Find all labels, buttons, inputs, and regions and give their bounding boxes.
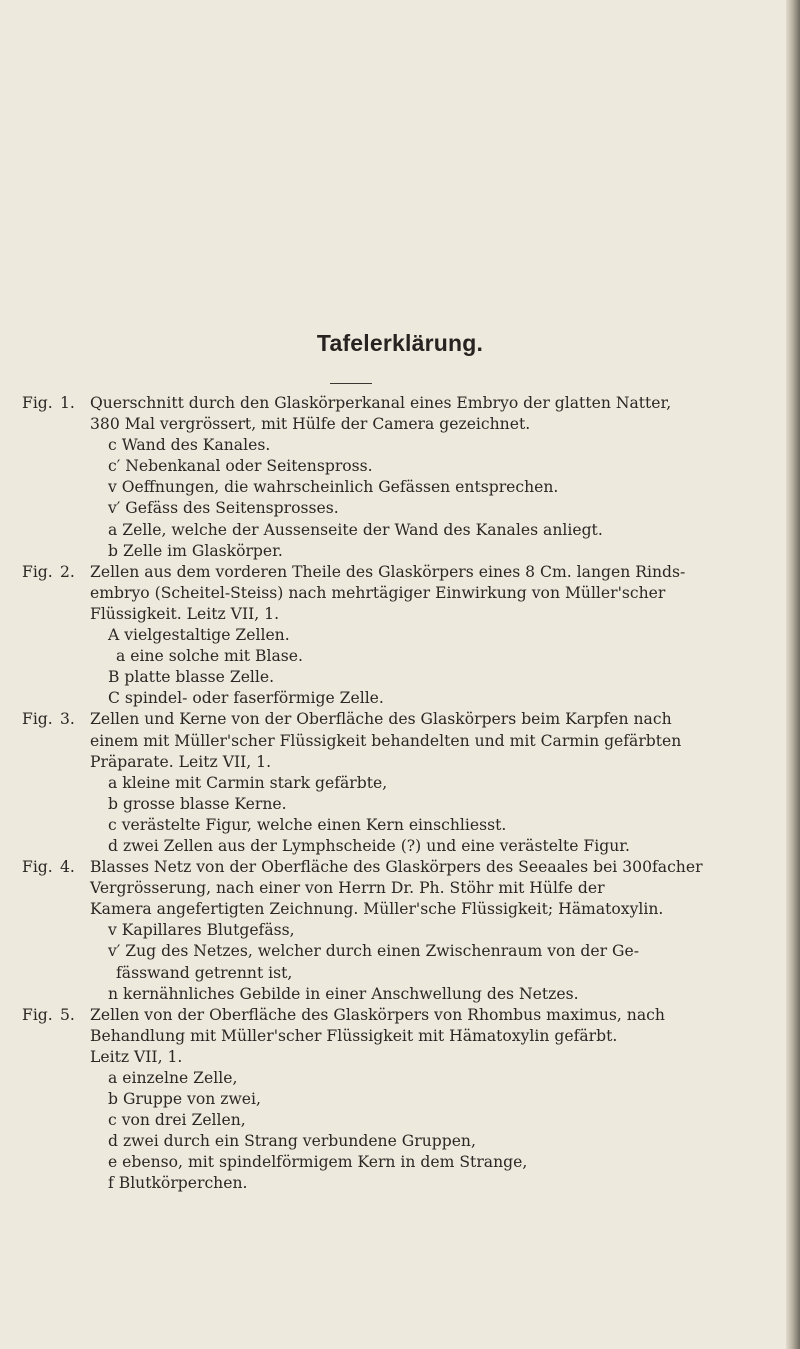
text-line: Leitz VII, 1. bbox=[90, 1047, 183, 1066]
legend-item: c Wand des Kanales. bbox=[108, 436, 271, 455]
legend-item: f Blutkörperchen. bbox=[108, 1174, 248, 1193]
figure-2-entry bbox=[22, 562, 782, 710]
figure-label: Fig. bbox=[22, 394, 53, 412]
page-edge-shadow bbox=[786, 0, 800, 1349]
legend-item: a Zelle, welche der Aussenseite der Wand des Kanales anliegt. bbox=[108, 520, 603, 539]
text-line: Flüssigkeit. Leitz VII, 1. bbox=[90, 604, 280, 623]
text-line: Präparate. Leitz VII, 1. bbox=[90, 752, 272, 771]
figure-number: 4. bbox=[60, 858, 75, 877]
text-line: embryo (Scheitel-Steiss) nach mehrtägiger Einwirkung von Müller'scher bbox=[90, 583, 666, 602]
figure-label: Fig. bbox=[22, 1005, 53, 1024]
legend-item: b grosse blasse Kerne. bbox=[108, 794, 287, 813]
figure-description bbox=[90, 709, 782, 857]
figure-number: 1. bbox=[60, 394, 75, 412]
text-line: Vergrösserung, nach einer von Herrn Dr. Ph. Stöhr mit Hülfe der bbox=[90, 879, 605, 898]
legend-item: d zwei durch ein Strang verbundene Gruppen, bbox=[108, 1132, 476, 1151]
text-line: Zellen und Kerne von der Oberfläche des Glaskörpers beim Karpfen nach bbox=[90, 710, 672, 729]
figure-description bbox=[90, 1005, 782, 1195]
legend-item: A vielgestaltige Zellen. bbox=[108, 626, 290, 645]
figure-4-entry bbox=[22, 857, 782, 1005]
text-line: Kamera angefertigten Zeichnung. Müller'sche Flüssigkeit; Hämatoxylin. bbox=[90, 900, 664, 919]
legend-item: a einzelne Zelle, bbox=[108, 1069, 238, 1087]
title-rule bbox=[330, 383, 372, 384]
legend-item: c′ Nebenkanal oder Seitenspross. bbox=[108, 457, 373, 476]
legend-item: v′ Gefäss des Seitensprosses. bbox=[108, 499, 339, 518]
page-title: Tafelerklärung. bbox=[316, 330, 484, 356]
figure-1-entry bbox=[22, 393, 782, 562]
figure-label: Fig. bbox=[22, 858, 53, 877]
legend-item: e ebenso, mit spindelförmigem Kern in dem Strange, bbox=[108, 1153, 528, 1172]
figure-label: Fig. bbox=[22, 562, 53, 581]
legend-item-continuation: fässwand getrennt ist, bbox=[116, 963, 293, 982]
legend-item: v′ Zug des Netzes, welcher durch einen Zwischenraum von der Ge- bbox=[108, 942, 640, 961]
figure-3-entry bbox=[22, 709, 782, 857]
legend-item: b Gruppe von zwei, bbox=[108, 1090, 261, 1109]
legend-item: B platte blasse Zelle. bbox=[108, 668, 275, 687]
legend-item: C spindel- oder faserförmige Zelle. bbox=[108, 689, 384, 708]
figure-description bbox=[90, 393, 782, 562]
figure-description bbox=[90, 857, 782, 1005]
figure-number: 5. bbox=[60, 1005, 75, 1024]
legend-item: a eine solche mit Blase. bbox=[116, 647, 303, 666]
legend-item: v Kapillares Blutgefäss, bbox=[108, 921, 295, 940]
figure-description bbox=[90, 562, 782, 710]
text-line: Zellen von der Oberfläche des Glaskörpers von Rhombus maximus, nach bbox=[90, 1005, 665, 1024]
figure-label: Fig. bbox=[22, 710, 53, 729]
text-line: Zellen aus dem vorderen Theile des Glaskörpers eines 8 Cm. langen Rinds- bbox=[90, 562, 686, 581]
legend-item: c verästelte Figur, welche einen Kern einschliesst. bbox=[108, 815, 507, 834]
text-line: Querschnitt durch den Glaskörperkanal eines Embryo der glatten Natter, bbox=[90, 394, 672, 412]
figure-5-entry bbox=[22, 1005, 782, 1195]
legend-item: a kleine mit Carmin stark gefärbte, bbox=[108, 773, 388, 792]
text-line: einem mit Müller'scher Flüssigkeit behandelten und mit Carmin gefärbten bbox=[90, 731, 682, 750]
figure-legend bbox=[22, 393, 782, 1195]
text-line: Blasses Netz von der Oberfläche des Glaskörpers des Seeaales bei 300facher bbox=[90, 858, 703, 877]
text-line: Behandlung mit Müller'scher Flüssigkeit mit Hämatoxylin gefärbt. bbox=[90, 1026, 618, 1045]
figure-number: 3. bbox=[60, 710, 75, 729]
legend-item: d zwei Zellen aus der Lymphscheide (?) und eine verästelte Figur. bbox=[108, 836, 630, 855]
legend-item: c von drei Zellen, bbox=[108, 1111, 246, 1130]
figure-number: 2. bbox=[60, 562, 75, 581]
text-line: 380 Mal vergrössert, mit Hülfe der Camera gezeichnet. bbox=[90, 415, 531, 434]
legend-item: v Oeffnungen, die wahrscheinlich Gefässen entsprechen. bbox=[108, 478, 559, 497]
legend-item: n kernähnliches Gebilde in einer Anschwellung des Netzes. bbox=[108, 984, 579, 1003]
legend-item: b Zelle im Glaskörper. bbox=[108, 541, 283, 560]
